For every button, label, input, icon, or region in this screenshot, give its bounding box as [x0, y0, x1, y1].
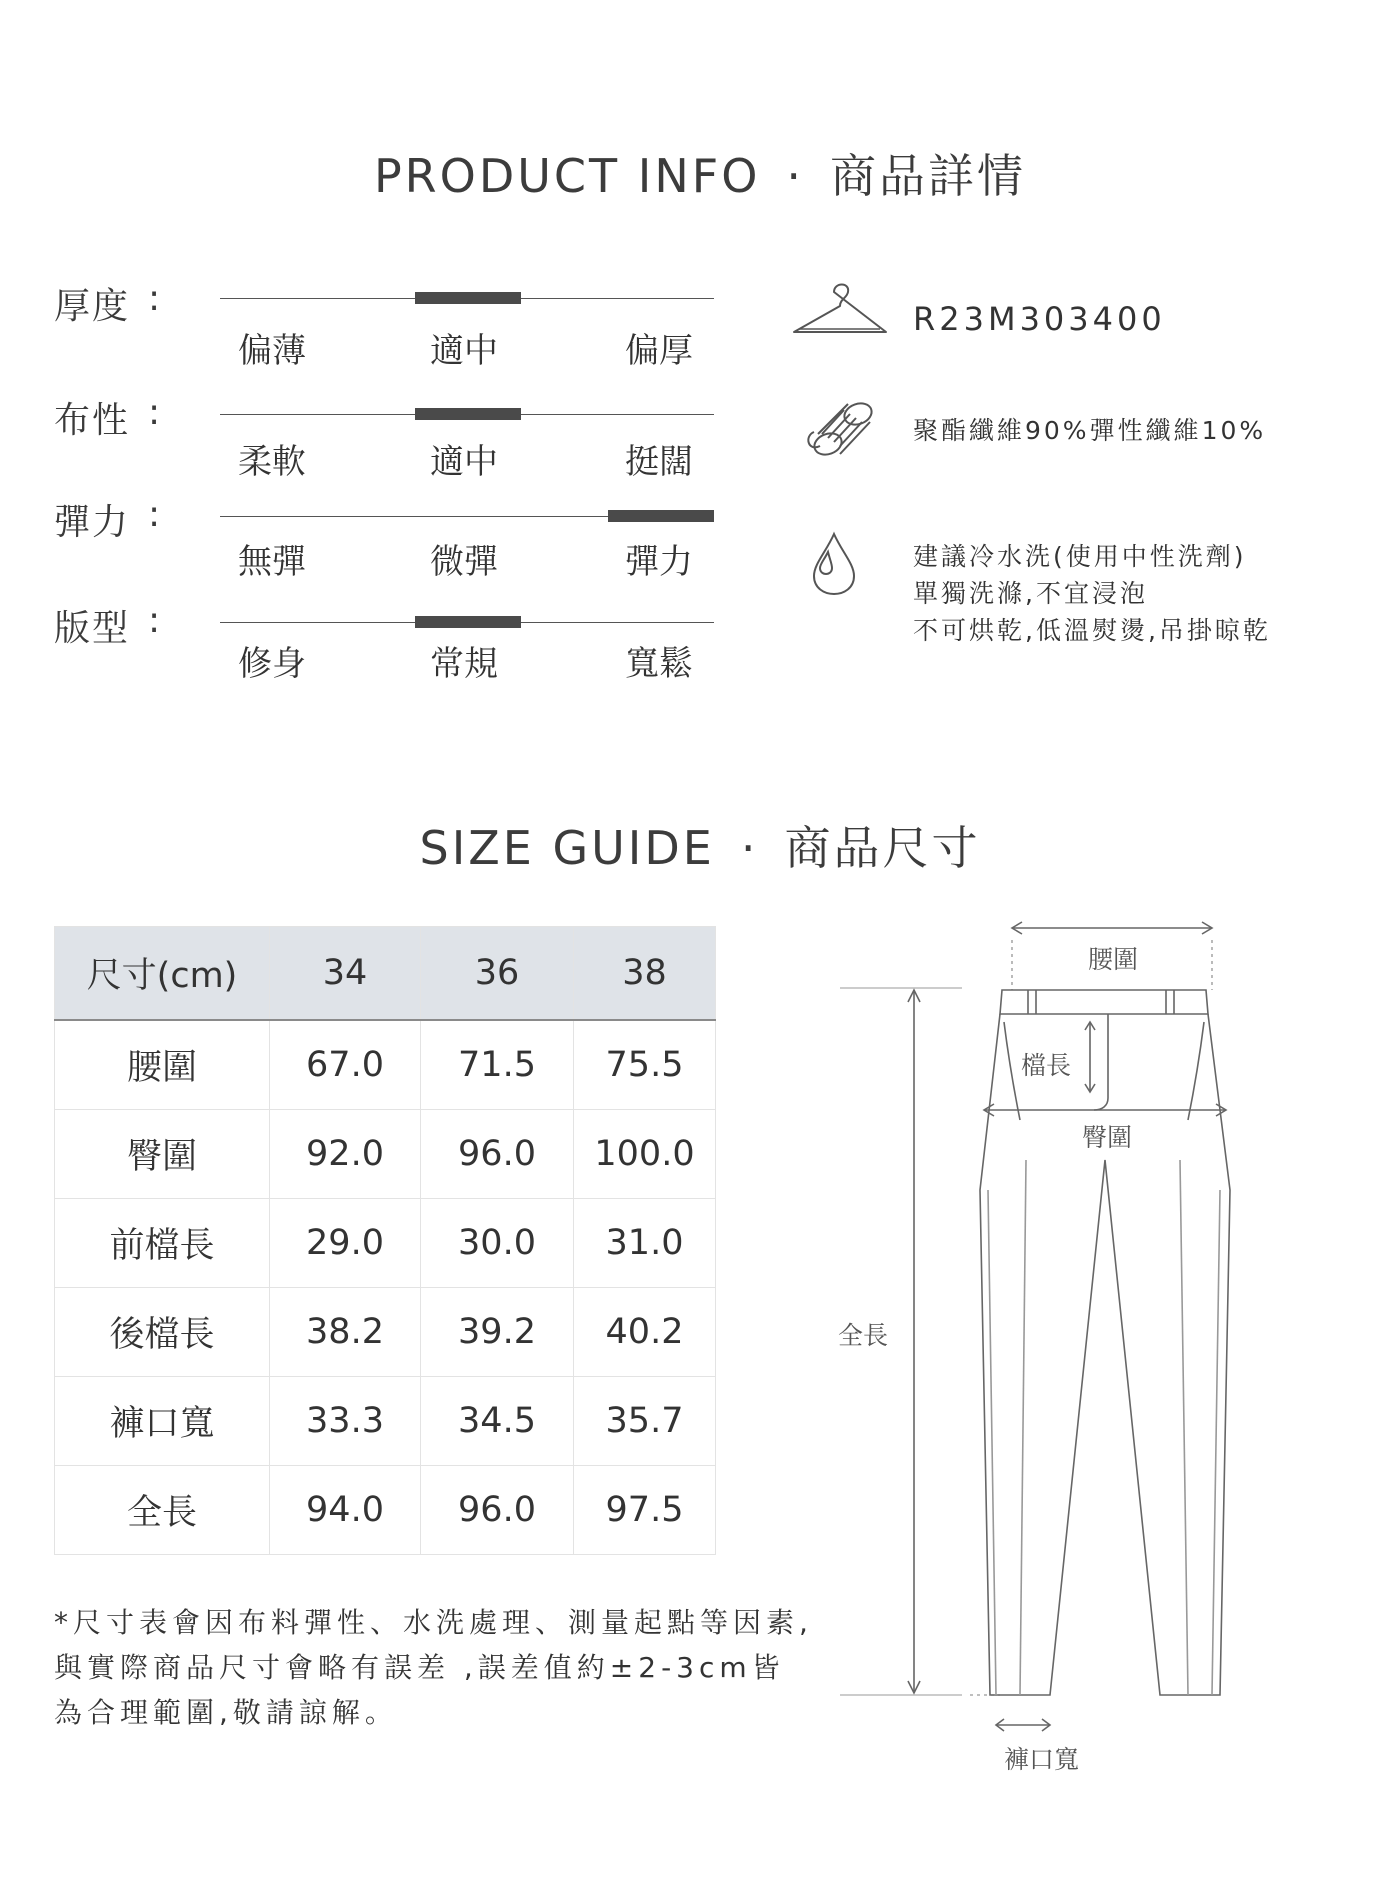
scale-option: 無彈	[238, 542, 306, 582]
water-drop-icon	[806, 530, 862, 598]
care-line-3: 不可烘乾,低溫熨燙,吊掛晾乾	[913, 616, 1271, 645]
scale-option: 挺闊	[625, 442, 693, 482]
size-guide-title	[0, 812, 1400, 878]
table-cell: 33.3	[270, 1377, 421, 1466]
size-guide-title-zh: 商品尺寸	[784, 821, 981, 875]
hanger-icon	[790, 280, 890, 346]
scale-marker	[415, 616, 521, 628]
table-cell: 全長	[55, 1466, 270, 1555]
care-line-1: 建議冷水洗(使用中性洗劑)	[913, 542, 1247, 571]
pants-outline	[980, 1014, 1230, 1695]
product-info-title	[0, 140, 1400, 206]
table-cell: 後檔長	[55, 1288, 270, 1377]
table-cell: 腰圍	[55, 1020, 270, 1110]
table-cell: 31.0	[574, 1199, 716, 1288]
table-cell: 前檔長	[55, 1199, 270, 1288]
scale-option: 寬鬆	[625, 644, 693, 684]
material-text: 聚酯纖維90%彈性纖維10%	[913, 416, 1267, 445]
table-cell: 75.5	[574, 1020, 716, 1110]
table-cell: 39.2	[421, 1288, 574, 1377]
scale-option: 偏厚	[625, 331, 693, 371]
table-row	[55, 1288, 716, 1377]
attr-label-fit: 版型	[54, 608, 131, 649]
diagram-label-hip: 臀圍	[1082, 1123, 1133, 1152]
table-row	[55, 1110, 716, 1199]
table-row	[55, 1466, 716, 1555]
scale-option: 常規	[430, 644, 498, 684]
note-line: 與實際商品尺寸會略有誤差 ,誤差值約±2-3cm皆	[54, 1651, 785, 1684]
scale-option: 彈力	[625, 542, 693, 582]
note-line: *尺寸表會因布料彈性、水洗處理、測量起點等因素,	[54, 1606, 813, 1639]
table-cell: 97.5	[574, 1466, 716, 1555]
table-cell: 40.2	[574, 1288, 716, 1377]
product-info-title-en: PRODUCT INFO	[373, 149, 761, 203]
size-note	[54, 1600, 813, 1735]
table-cell: 92.0	[270, 1110, 421, 1199]
scale-option: 修身	[238, 644, 306, 684]
attr-colon: :	[148, 600, 161, 641]
table-cell: 96.0	[421, 1466, 574, 1555]
scale-marker	[415, 292, 521, 304]
waistband	[1000, 990, 1208, 1014]
diagram-label-waist: 腰圍	[1088, 945, 1139, 974]
title-separator: ·	[740, 821, 759, 875]
attr-colon: :	[148, 392, 161, 433]
attr-label-fabric: 布性	[54, 400, 131, 441]
table-cell: 71.5	[421, 1020, 574, 1110]
table-header-cell: 36	[421, 927, 574, 1021]
pants-diagram	[840, 910, 1260, 1770]
table-header-cell: 尺寸(cm)	[55, 927, 270, 1021]
table-row	[55, 1377, 716, 1466]
size-table	[54, 926, 716, 1555]
scale-marker	[415, 408, 521, 420]
title-separator: ·	[786, 149, 805, 203]
table-cell: 臀圍	[55, 1110, 270, 1199]
diagram-label-rise: 檔長	[1021, 1051, 1072, 1080]
product-info-title-zh: 商品詳情	[830, 149, 1027, 203]
care-line-2: 單獨洗滌,不宜浸泡	[913, 579, 1148, 608]
attr-label-thickness: 厚度	[54, 286, 131, 327]
table-cell: 38.2	[270, 1288, 421, 1377]
attr-label-elasticity: 彈力	[54, 502, 131, 543]
note-line: 為合理範圍,敬請諒解。	[54, 1696, 398, 1729]
size-guide-title-en: SIZE GUIDE	[419, 821, 715, 875]
table-row	[55, 1199, 716, 1288]
table-cell: 30.0	[421, 1199, 574, 1288]
attr-colon: :	[148, 494, 161, 535]
table-cell: 34.5	[421, 1377, 574, 1466]
diagram-label-hem: 褲口寬	[1004, 1745, 1080, 1774]
table-cell: 29.0	[270, 1199, 421, 1288]
table-cell: 褲口寬	[55, 1377, 270, 1466]
diagram-label-length: 全長	[838, 1321, 889, 1350]
scale-option: 柔軟	[238, 442, 306, 482]
table-header-row	[55, 927, 716, 1021]
thread-spool-icon	[800, 396, 880, 466]
table-cell: 100.0	[574, 1110, 716, 1199]
table-cell: 96.0	[421, 1110, 574, 1199]
scale-option: 適中	[430, 442, 498, 482]
product-code: R23M303400	[913, 300, 1166, 338]
scale-option: 適中	[430, 331, 498, 371]
table-cell: 35.7	[574, 1377, 716, 1466]
scale-marker	[608, 510, 714, 522]
table-header-cell: 34	[270, 927, 421, 1021]
scale-option: 偏薄	[238, 331, 306, 371]
scale-option: 微彈	[430, 542, 498, 582]
table-cell: 94.0	[270, 1466, 421, 1555]
table-header-cell: 38	[574, 927, 716, 1021]
table-row	[55, 1020, 716, 1110]
attr-colon: :	[148, 278, 161, 319]
table-cell: 67.0	[270, 1020, 421, 1110]
